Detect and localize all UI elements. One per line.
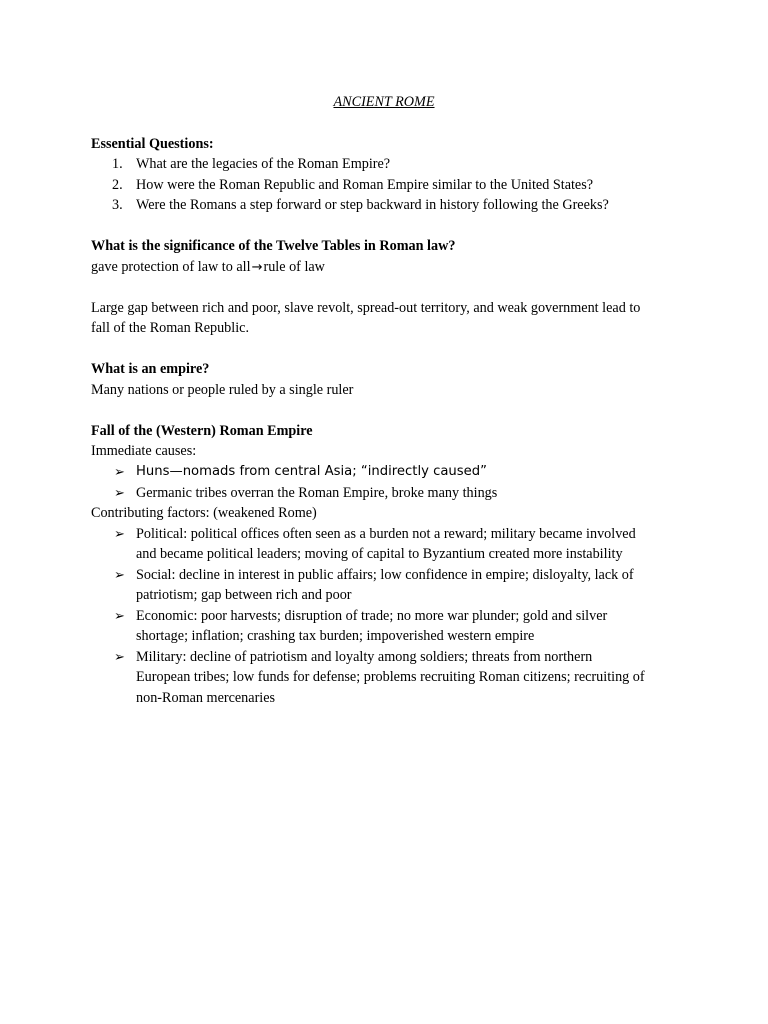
arrowhead-bullet-icon: ➢ <box>114 608 125 623</box>
empire-question: What is an empire? <box>91 361 210 377</box>
republic-fall-line: fall of the Roman Republic. <box>91 320 249 336</box>
republic-fall-line: Large gap between rich and poor, slave revolt, spread-out territory, and weak government lead to <box>91 300 641 316</box>
essential-questions-heading: Essential Questions: <box>91 136 214 152</box>
immediate-causes-label: Immediate causes: <box>91 443 197 459</box>
arrowhead-bullet-icon: ➢ <box>114 526 125 541</box>
question-text: How were the Roman Republic and Roman Empire similar to the United States? <box>136 177 594 193</box>
immediate-cause-item: Huns—nomads from central Asia; “indirectly caused” <box>136 464 487 479</box>
contributing-factor-political: Political: political offices often seen as a burden not a reward; military became involved <box>136 526 636 542</box>
question-text: Were the Romans a step forward or step backward in history following the Greeks? <box>136 197 609 213</box>
contributing-factor-political: and became political leaders; moving of capital to Byzantium created more instability <box>136 546 623 562</box>
contributing-factor-economic: shortage; inflation; crashing tax burden; impoverished western empire <box>136 628 535 644</box>
arrowhead-bullet-icon: ➢ <box>114 567 125 582</box>
empire-answer: Many nations or people ruled by a single ruler <box>91 382 354 398</box>
answer-text: gave protection of law to all <box>91 259 251 275</box>
question-number: 1. <box>112 156 123 172</box>
arrow-right-icon: → <box>251 260 263 275</box>
answer-text: rule of law <box>263 259 325 275</box>
contributing-factor-social: Social: decline in interest in public affairs; low confidence in empire; disloyalty, lack of <box>136 567 634 583</box>
twelve-tables-question: What is the significance of the Twelve Tables in Roman law? <box>91 238 456 254</box>
fall-heading: Fall of the (Western) Roman Empire <box>91 423 313 439</box>
contributing-factor-social: patriotism; gap between rich and poor <box>136 587 352 603</box>
twelve-tables-answer <box>91 257 325 278</box>
question-number: 3. <box>112 197 123 213</box>
contributing-factor-military: Military: decline of patriotism and loyalty among soldiers; threats from northern <box>136 649 593 665</box>
question-number: 2. <box>112 177 123 193</box>
page-title: ANCIENT ROME <box>333 94 435 110</box>
immediate-cause-item: Germanic tribes overran the Roman Empire, broke many things <box>136 485 498 501</box>
contributing-factor-economic: Economic: poor harvests; disruption of trade; no more war plunder; gold and silver <box>136 608 608 624</box>
contributing-factors-label: Contributing factors: (weakened Rome) <box>91 505 317 521</box>
contributing-factor-military: non-Roman mercenaries <box>136 690 276 706</box>
arrowhead-bullet-icon: ➢ <box>114 649 125 664</box>
arrowhead-bullet-icon: ➢ <box>114 464 125 479</box>
arrowhead-bullet-icon: ➢ <box>114 485 125 500</box>
contributing-factor-military: European tribes; low funds for defense; problems recruiting Roman citizens; recruiting of <box>136 669 645 685</box>
question-text: What are the legacies of the Roman Empire? <box>136 156 391 172</box>
